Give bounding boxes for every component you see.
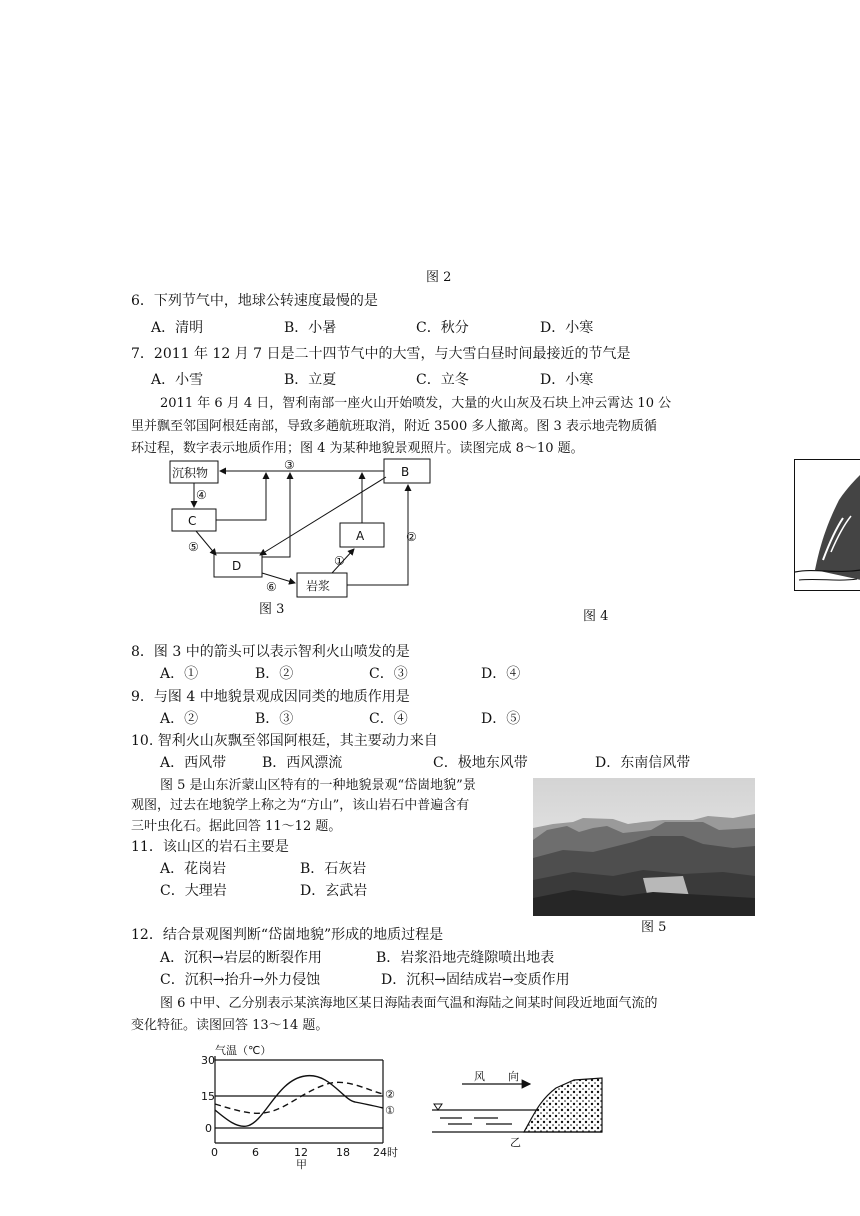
q6-option-a: A．清明 — [151, 320, 204, 336]
process-2: ② — [406, 530, 417, 544]
passage-2-line-3: 三叶虫化石。据此回答 11～12 题。 — [131, 819, 342, 834]
question-11-stem: 11．该山区的岩石主要是 — [131, 839, 289, 855]
q7-option-b: B．立夏 — [284, 372, 337, 388]
figure-6-yi-breeze-diagram — [428, 1066, 608, 1150]
q9-option-c: C．④ — [369, 711, 408, 727]
process-3: ③ — [284, 458, 295, 472]
jia-series-1: ① — [385, 1104, 395, 1117]
q11-option-b: B．石灰岩 — [300, 861, 367, 877]
question-8-stem: 8．图 3 中的箭头可以表示智利火山喷发的是 — [131, 644, 410, 660]
q7-option-d: D．小寒 — [540, 372, 594, 388]
yi-direction-label: 向 — [508, 1070, 519, 1083]
passage-2-line-2: 观图，过去在地貌学上称之为“方山”，该山岩石中普遍含有 — [131, 798, 470, 813]
figure-3-rock-cycle-diagram — [160, 455, 460, 615]
q11-option-c: C．大理岩 — [160, 883, 227, 899]
process-5: ⑤ — [188, 540, 199, 554]
jia-xtick-6: 6 — [252, 1146, 259, 1159]
q8-option-d: D．④ — [481, 666, 521, 682]
q7-option-c: C．立冬 — [416, 372, 469, 388]
jia-ytick-15: 15 — [201, 1090, 215, 1103]
q6-option-b: B．小暑 — [284, 320, 337, 336]
figure-5-photo — [533, 778, 755, 916]
jia-xtick-0: 0 — [211, 1146, 218, 1159]
jia-label: 甲 — [296, 1158, 307, 1171]
passage-1-line-1: 2011 年 6 月 4 日，智利南部一座火山开始喷发，大量的火山灰及石块上冲云霄达 10 公 — [160, 396, 672, 411]
question-12-stem: 12．结合景观图判断“岱崮地貌”形成的地质过程是 — [131, 927, 444, 943]
figure-2-caption: 图 2 — [426, 270, 452, 285]
q10-option-b: B．西风漂流 — [262, 755, 343, 771]
jia-xtick-24: 24时 — [373, 1146, 398, 1159]
figure-5-caption: 图 5 — [641, 920, 667, 935]
question-7-stem: 7．2011 年 12 月 7 日是二十四节气中的大雪，与大雪白昼时间最接近的节气是 — [131, 346, 631, 362]
label-b: B — [401, 465, 410, 479]
label-a: A — [356, 529, 365, 543]
jia-ytick-0: 0 — [205, 1122, 212, 1135]
label-magma: 岩浆 — [306, 579, 331, 593]
q12-option-a: A．沉积→岩层的断裂作用 — [160, 950, 322, 966]
q11-option-a: A．花岗岩 — [160, 861, 227, 877]
jia-xtick-12: 12 — [294, 1146, 308, 1159]
q9-option-a: A．② — [160, 711, 199, 727]
q8-option-a: A．① — [160, 666, 199, 682]
process-1: ① — [334, 554, 345, 568]
figure-4-caption: 图 4 — [583, 609, 609, 624]
q10-option-a: A．西风带 — [160, 755, 227, 771]
q9-option-b: B．③ — [255, 711, 294, 727]
q12-option-c: C．沉积→抬升→外力侵蚀 — [160, 972, 321, 988]
q11-option-d: D．玄武岩 — [300, 883, 368, 899]
label-c: C — [188, 514, 197, 528]
label-d: D — [232, 559, 242, 573]
question-10-stem: 10. 智利火山灰飘至邻国阿根廷，其主要动力来自 — [131, 733, 438, 749]
jia-ylabel: 气温（℃） — [215, 1044, 272, 1057]
jia-xtick-18: 18 — [336, 1146, 350, 1159]
yi-label: 乙 — [510, 1136, 521, 1149]
q12-option-b: B．岩浆沿地壳缝隙喷出地表 — [376, 950, 555, 966]
question-6-stem: 6．下列节气中，地球公转速度最慢的是 — [131, 293, 378, 309]
q12-option-d: D．沉积→固结成岩→变质作用 — [381, 972, 570, 988]
label-sediment: 沉积物 — [172, 466, 209, 480]
question-9-stem: 9．与图 4 中地貌景观成因同类的地质作用是 — [131, 689, 410, 705]
passage-2-line-1: 图 5 是山东沂蒙山区特有的一种地貌景观“岱崮地貌”景 — [160, 778, 476, 793]
q10-option-d: D．东南信风带 — [595, 755, 691, 771]
figure-4-photo — [794, 459, 860, 591]
jia-ytick-30: 30 — [201, 1054, 215, 1067]
jia-series-2: ② — [385, 1088, 395, 1101]
passage-3-line-2: 变化特征。读图回答 13～14 题。 — [131, 1018, 329, 1033]
process-6: ⑥ — [266, 580, 277, 594]
passage-1-line-3: 环过程，数字表示地质作用；图 4 为某种地貌景观照片。读图完成 8～10 题。 — [131, 441, 584, 456]
q8-option-b: B．② — [255, 666, 294, 682]
q6-option-c: C．秋分 — [416, 320, 469, 336]
process-4: ④ — [196, 488, 207, 502]
passage-3-line-1: 图 6 中甲、乙分别表示某滨海地区某日海陆表面气温和海陆之间某时间段近地面气流的 — [160, 996, 658, 1011]
yi-wind-label: 风 — [474, 1070, 485, 1083]
figure-6-jia-temperature-chart — [195, 1040, 410, 1175]
figure-3-caption: 图 3 — [259, 602, 285, 617]
q9-option-d: D．⑤ — [481, 711, 521, 727]
passage-1-line-2: 里并飘至邻国阿根廷南部，导致多趟航班取消，附近 3500 多人撤离。图 3 表示地壳物质循 — [131, 419, 657, 434]
q6-option-d: D．小寒 — [540, 320, 594, 336]
q10-option-c: C．极地东风带 — [433, 755, 528, 771]
q7-option-a: A．小雪 — [151, 372, 204, 388]
q8-option-c: C．③ — [369, 666, 408, 682]
